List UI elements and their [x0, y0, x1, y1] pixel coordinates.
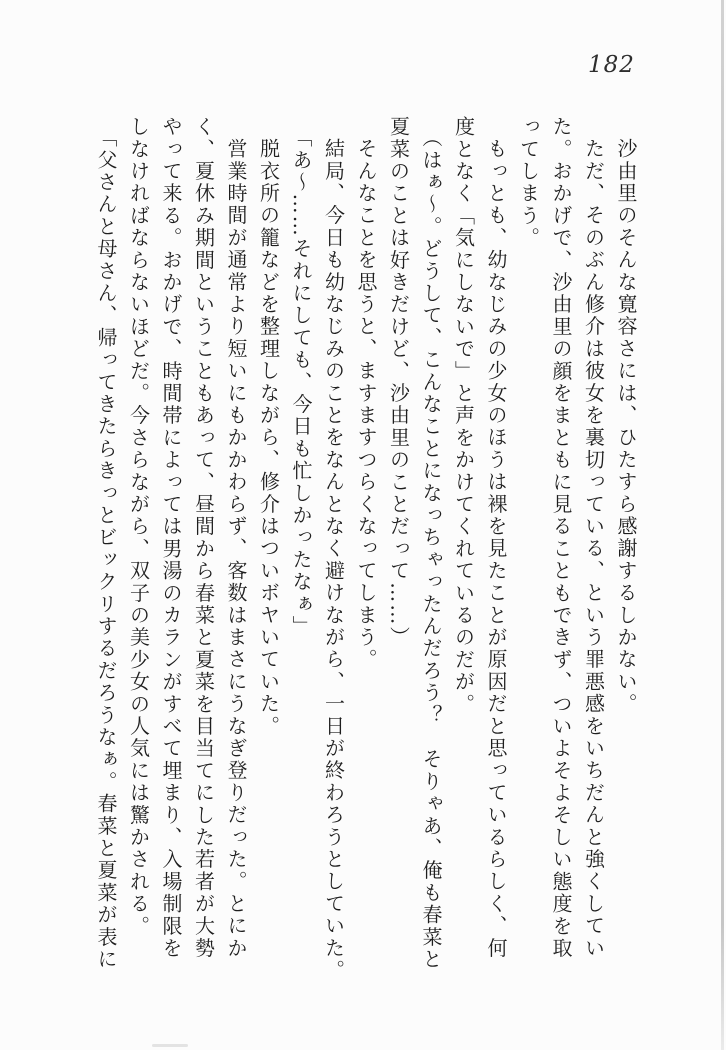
page-edge-shadow	[721, 0, 724, 1050]
text-line: そんなことを思うと、ますますつらくなってしまう。	[354, 138, 378, 671]
text-line: ってしまう。	[516, 116, 541, 250]
text-line: やって来る。おかげで、時間帯によっては男湯のカランがすべて埋まり、入場制限を	[159, 116, 183, 960]
text-line: 「父さんと母さん、帰ってきたらきっとビックリするだろうなぁ。春菜と夏菜が表に	[94, 127, 118, 971]
scan-artifact	[152, 1044, 188, 1047]
text-line: く、夏休み期間ということもあって、昼間から春菜と夏菜を目当てにした若者が大勢	[191, 116, 216, 960]
text-line: もっとも、幼なじみの少女のほうは裸を見たことが原因だと思っているらしく、何	[484, 138, 508, 960]
text-line: 夏菜のことは好きだけど、沙由里のことだって……）	[386, 116, 411, 649]
text-block	[90, 116, 643, 982]
text-line: 沙由里のそんな寛容さには、ひたすら感謝するしかない。	[614, 138, 638, 716]
text-line: た。おかげで、沙由里の顔をまともに見ることもできず、ついよそよそしい態度を取	[549, 116, 573, 960]
text-line: （はぁ〜。どうして、こんなことになっちゃったんだろう？ そりゃあ、俺も春菜と	[419, 127, 443, 971]
text-line: 度となく「気にしないで」と声をかけてくれているのだが。	[451, 116, 476, 716]
text-line: しなければならないほどだ。今さらながら、双子の美少女の人気には驚かされる。	[126, 116, 151, 938]
text-line: 結局、今日も幼なじみのことをなんとなく避けながら、一日が終わろうとしていた。	[321, 138, 346, 982]
text-line: ただ、そのぶん修介は彼女を裏切っている、という罪悪感をいちだんと強くしてい	[581, 138, 606, 960]
text-line: 「あ〜……それにしても、今日も忙しかったなぁ」	[289, 127, 313, 638]
text-line: 脱衣所の籠などを整理しながら、修介はついボヤいていた。	[256, 138, 281, 738]
page-number: 182	[588, 52, 635, 78]
text-line: 営業時間が通常より短いにもかかわらず、客数はまさにうなぎ登りだった。とにか	[224, 138, 248, 960]
